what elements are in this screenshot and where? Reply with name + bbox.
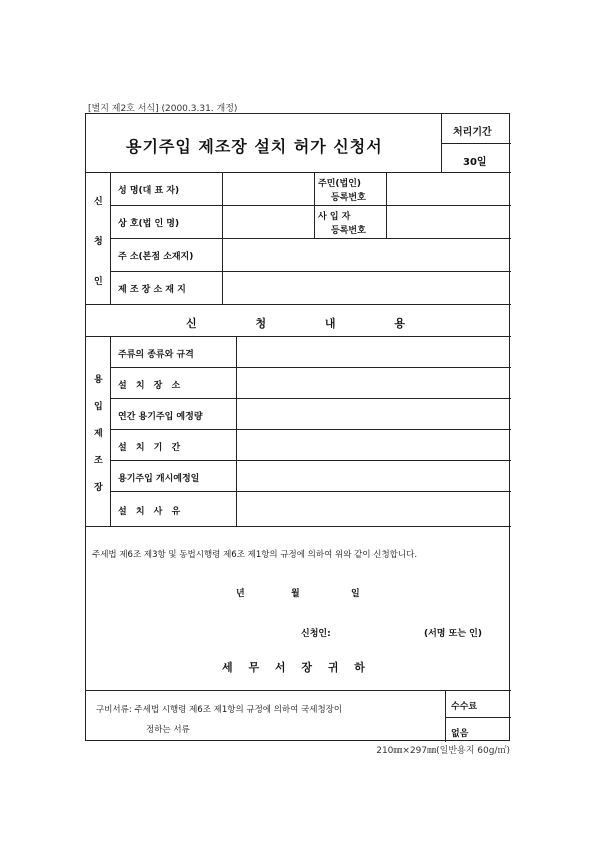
install-period-label: 설 치 기 간 bbox=[118, 443, 184, 453]
install-place-label: 설 치 장 소 bbox=[118, 381, 184, 391]
start-date-label: 용기주입 개시예정일 bbox=[118, 474, 200, 484]
date-month: 월 bbox=[291, 589, 300, 599]
address-label: 주 소(본점 소재지) bbox=[118, 252, 194, 262]
install-reason-label: 설 치 사 유 bbox=[118, 507, 184, 517]
install-place-field[interactable] bbox=[237, 368, 509, 397]
applicant-sign-label: 신청인: bbox=[301, 629, 331, 639]
plant-section-char-4: 조 bbox=[94, 456, 103, 466]
name-label: 성 명(대 표 자) bbox=[118, 186, 180, 196]
resident-id-label-2: 등록번호 bbox=[331, 193, 366, 203]
start-date-field[interactable] bbox=[237, 461, 509, 490]
factory-location-label: 제 조 장 소 재 지 bbox=[118, 285, 186, 295]
paper-spec: 210㎜×297㎜(일반용지 60g/㎡) bbox=[376, 746, 510, 756]
application-statement: 주세법 제6조 제3항 및 동법시행령 제6조 제1항의 규정에 의하여 위와 같이 신청합니다. bbox=[92, 550, 418, 560]
processing-period-value: 30일 bbox=[463, 157, 487, 168]
factory-location-field[interactable] bbox=[223, 272, 509, 303]
form-number-note: [별지 제2호 서식] (2000.3.31. 개정) bbox=[88, 104, 238, 114]
resident-id-field[interactable] bbox=[387, 173, 509, 204]
liquor-type-label: 주류의 종류와 규격 bbox=[118, 350, 194, 360]
processing-period-label: 처리기간 bbox=[453, 127, 492, 138]
name-field[interactable] bbox=[223, 173, 313, 204]
install-reason-field[interactable] bbox=[237, 492, 509, 525]
sign-or-seal-note: (서명 또는 인) bbox=[424, 629, 482, 639]
business-id-label: 사 입 자 bbox=[318, 212, 351, 222]
trade-name-field[interactable] bbox=[223, 206, 313, 237]
business-id-label-2: 등록번호 bbox=[331, 226, 366, 236]
application-form bbox=[85, 113, 510, 741]
date-day: 일 bbox=[351, 589, 360, 599]
date-year: 년 bbox=[236, 589, 245, 599]
fee-label: 수수료 bbox=[451, 702, 478, 712]
required-documents: 구비서류: 주세법 시행령 제6조 제1항의 규정에 의하여 국세청장이 bbox=[96, 705, 343, 715]
plant-section-char-5: 장 bbox=[94, 483, 103, 493]
applicant-sign-field[interactable] bbox=[336, 622, 416, 638]
annual-volume-label: 연간 용기주입 예정량 bbox=[118, 412, 203, 422]
fee-value: 없음 bbox=[451, 729, 469, 739]
applicant-section-char-1: 신 bbox=[94, 197, 103, 207]
install-period-field[interactable] bbox=[237, 430, 509, 459]
annual-volume-field[interactable] bbox=[237, 399, 509, 428]
contents-header: 신 청 내 용 bbox=[186, 317, 405, 330]
addressee: 세 무 서 장 귀 하 bbox=[222, 661, 365, 674]
plant-section-char-1: 용 bbox=[94, 375, 103, 385]
resident-id-label: 주민(법인) bbox=[318, 179, 362, 189]
applicant-section-char-3: 인 bbox=[94, 277, 103, 287]
liquor-type-field[interactable] bbox=[237, 337, 509, 366]
plant-section-char-2: 입 bbox=[94, 402, 103, 412]
form-title: 용기주입 제조장 설치 허가 신청서 bbox=[126, 137, 383, 156]
plant-section-char-3: 제 bbox=[94, 429, 103, 439]
business-id-field[interactable] bbox=[387, 206, 509, 237]
trade-name-label: 상 호(법 인 명) bbox=[118, 219, 180, 229]
required-documents-2: 정하는 서류 bbox=[146, 725, 190, 735]
address-field[interactable] bbox=[223, 239, 509, 270]
applicant-section-char-2: 청 bbox=[94, 237, 103, 247]
